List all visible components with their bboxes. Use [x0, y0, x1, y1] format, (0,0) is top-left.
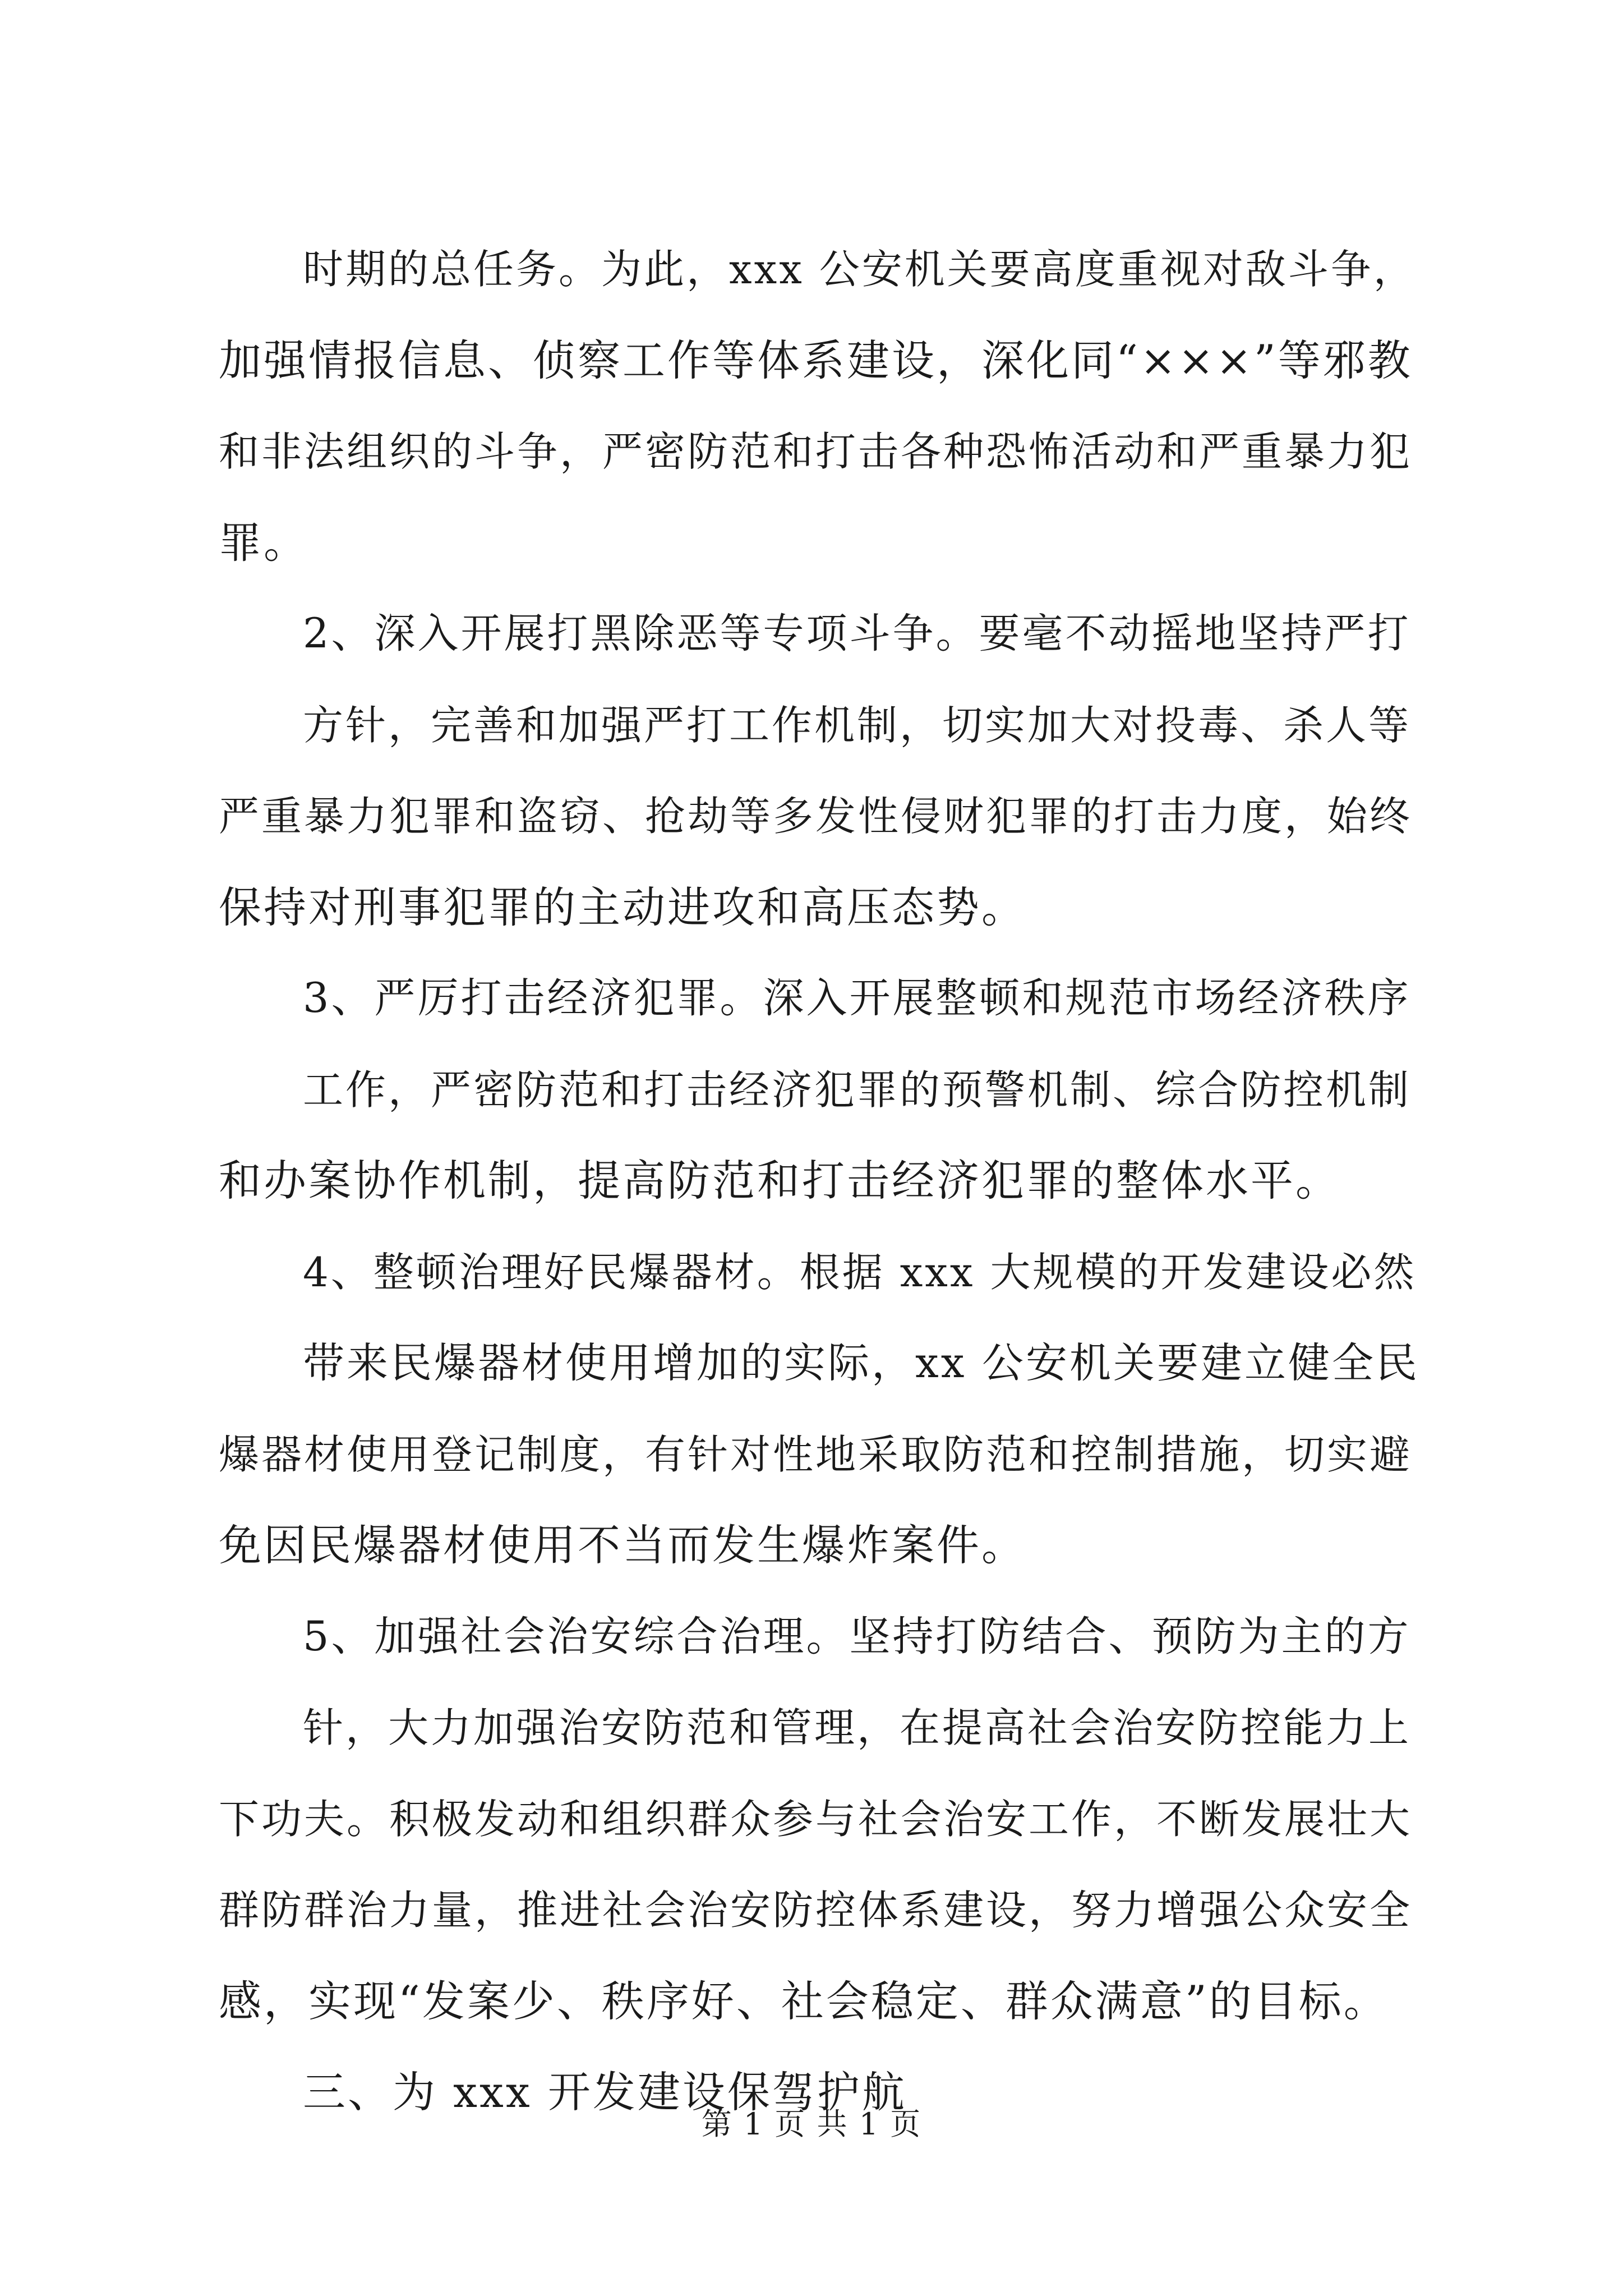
text-line: 针，大力加强治安防范和管理，在提高社会治安防控能力上 — [303, 1704, 1412, 1751]
text-line: 带来民爆器材使用增加的实际，xx 公安机关要建立健全民 — [303, 1339, 1419, 1387]
text-line: 感，实现“发案少、秩序好、社会稳定、群众满意”的目标。 — [219, 1976, 1389, 2026]
page-footer: 第 1 页 共 1 页 — [701, 2106, 922, 2142]
text-line: 加强情报信息、侦察工作等体系建设，深化同“×××”等邪教 — [219, 335, 1413, 385]
text-line: 和非法组织的斗争，严密防范和打击各种恐怖活动和严重暴力犯 — [219, 428, 1413, 475]
text-line: 下功夫。积极发动和组织群众参与社会治安工作，不断发展壮大 — [219, 1795, 1413, 1843]
text-line: 3、严厉打击经济犯罪。深入开展整顿和规范市场经济秩序 — [303, 974, 1411, 1022]
text-line: 严重暴力犯罪和盗窃、抢劫等多发性侵财犯罪的打击力度，始终 — [219, 793, 1413, 840]
text-line: 爆器材使用登记制度，有针对性地采取防范和控制措施，切实避 — [219, 1430, 1413, 1478]
text-line: 时期的总任务。为此，xxx 公安机关要高度重视对敌斗争， — [303, 246, 1416, 293]
text-line: 免因民爆器材使用不当而发生爆炸案件。 — [219, 1520, 1026, 1570]
text-line: 工作，严密防范和打击经济犯罪的预警机制、综合防控机制 — [303, 1066, 1412, 1114]
text-line: 和办案协作机制，提高防范和打击经济犯罪的整体水平。 — [219, 1156, 1340, 1205]
text-line: 方针，完善和加强严打工作机制，切实加大对投毒、杀人等 — [303, 701, 1412, 749]
text-line: 群防群治力量，推进社会治安防控体系建设，努力增强公众安全 — [219, 1887, 1413, 1934]
section-heading: 三、为 xxx 开发建设保驾护航 — [303, 2067, 907, 2117]
text-line: 2、深入开展打黑除恶等专项斗争。要毫不动摇地坚持严打 — [303, 610, 1411, 657]
text-line: 4、整顿治理好民爆器材。根据 xxx 大规模的开发建设必然 — [303, 1248, 1417, 1296]
text-line: 罪。 — [219, 517, 308, 568]
text-line: 5、加强社会治安综合治理。坚持打防结合、预防为主的方 — [303, 1612, 1411, 1660]
text-line: 保持对刑事犯罪的主动进攻和高压态势。 — [219, 882, 1026, 932]
